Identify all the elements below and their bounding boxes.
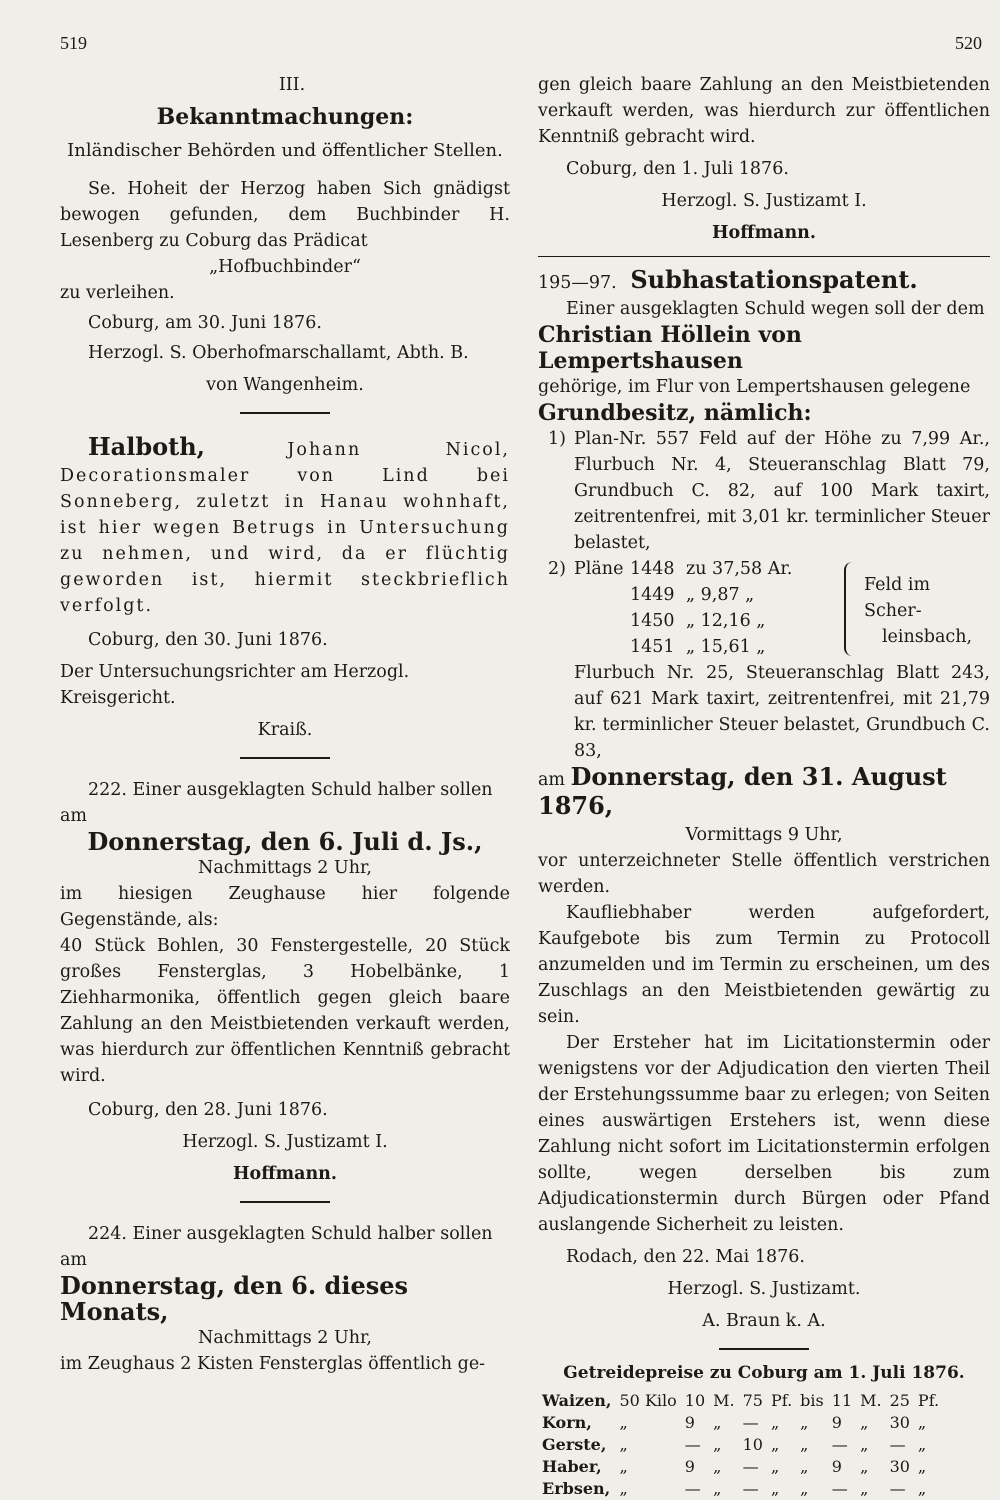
grain-cell: „ xyxy=(619,1435,628,1454)
notice-hofbuchbinder-body: Se. Hoheit der Herzog haben Sich gnädigst bewogen gefunden, dem Buchbinder H. Lesenberg zu Coburg das Prädicat xyxy=(60,179,510,251)
grain-cell: „ xyxy=(713,1457,722,1476)
grain-cell: 25 xyxy=(889,1391,910,1410)
page-number-left: 519 xyxy=(60,33,87,53)
grain-cell: Pf. xyxy=(770,1391,793,1410)
notice-222-signature: Hoffmann. xyxy=(233,1164,337,1184)
grain-cell: bis xyxy=(800,1391,824,1410)
grain-row xyxy=(538,1456,943,1478)
notice-halboth-date: Coburg, den 30. Juni 1876. xyxy=(88,630,328,650)
grain-cell: „ xyxy=(860,1457,869,1476)
patent-time: Vormittags 9 Uhr, xyxy=(685,825,843,845)
grain-name: Waizen, xyxy=(542,1391,612,1410)
plan-number: 1448 xyxy=(630,559,675,579)
grain-cell: 11 xyxy=(831,1391,853,1410)
notice-halboth xyxy=(60,434,510,619)
notice-224-time: Nachmittags 2 Uhr, xyxy=(198,1328,372,1348)
patent-day: Donnerstag, den 31. August 1876, xyxy=(538,762,947,820)
grain-cell: — xyxy=(684,1479,701,1498)
brace-label xyxy=(864,572,990,650)
grain-cell: „ xyxy=(770,1479,780,1498)
right-column xyxy=(538,72,990,1500)
notice-222-time: Nachmittags 2 Uhr, xyxy=(198,858,372,878)
patent-item-2-number: 2) xyxy=(548,559,566,579)
grain-row xyxy=(538,1434,943,1456)
patent-office: Herzogl. S. Justizamt. xyxy=(667,1279,861,1299)
notice-222-body1: im hiesigen Zeughause hier folgende Gegenstände, als: xyxy=(60,884,510,930)
divider xyxy=(240,1201,330,1203)
grain-name: Erbsen, xyxy=(542,1479,611,1498)
notice-halboth-body: Johann Nicol, Decorationsmaler von Lind bei Sonneberg, zuletzt in Hanau wohnhaft, ist hier wegen Betrugs in Untersuchung zu nehmen, und wird, da er flüchtig geworden ist, hiermit steckbrieflich verfolgt. xyxy=(60,440,510,616)
grain-cell: 30 xyxy=(889,1413,910,1432)
grain-cell: — xyxy=(889,1435,906,1454)
plan-value: „ 12,16 „ xyxy=(686,611,766,631)
notice-224-day: Donnerstag, den 6. dieses Monats, xyxy=(60,1271,408,1326)
grain-cell: — xyxy=(742,1457,759,1476)
notice-224-intro: 224. Einer ausgeklagten Schuld halber sollen am xyxy=(60,1224,493,1270)
section-title: Bekanntmachungen: xyxy=(156,104,414,130)
brace-label-line2: leinsbach, xyxy=(881,627,973,647)
notice-222-day: Donnerstag, den 6. Juli d. Js., xyxy=(87,827,483,856)
grain-prices-title: Getreidepreise zu Coburg am 1. Juli 1876. xyxy=(563,1363,965,1383)
grain-cell: 50 Kilo xyxy=(619,1391,677,1410)
grain-cell: „ xyxy=(619,1457,628,1476)
section-subtitle: Inländischer Behörden und öffentlicher Stellen. xyxy=(67,140,503,161)
plan-value: zu 37,58 Ar. xyxy=(686,559,793,579)
brace-label-line1: Feld im Scher- xyxy=(864,575,931,621)
patent-day-line xyxy=(538,764,990,822)
grain-name: Gerste, xyxy=(542,1435,607,1454)
notice-224-date: Coburg, den 1. Juli 1876. xyxy=(566,159,789,179)
patent-date: Rodach, den 22. Mai 1876. xyxy=(566,1247,805,1267)
grain-cell: „ xyxy=(770,1413,780,1432)
grain-prices-table xyxy=(538,1390,943,1500)
grain-cell: „ xyxy=(713,1413,722,1432)
notice-224-continuation: gen gleich baare Zahlung an den Meistbietenden verkauft werden, was hierdurch zur öffentlichen Kenntniß gebracht wird. xyxy=(538,75,990,147)
patent-body2: vor unterzeichneter Stelle öffentlich verstrichen werden. xyxy=(538,851,990,897)
grain-cell: 9 xyxy=(684,1457,695,1476)
plan-lead: Pläne xyxy=(574,559,624,579)
plan-value: „ 9,87 „ xyxy=(686,585,755,605)
grain-cell: — xyxy=(742,1479,759,1498)
notice-222-body2: 40 Stück Bohlen, 30 Fenstergestelle, 20 Stück großes Fensterglas, 3 Hobelbänke, 1 Ziehharmonika, öffentlich gegen gleich baare Zahlung an den Meistbietenden verkauft werden, was hierdurch zur öffentlichen Kenntniß gebracht wird. xyxy=(60,936,510,1086)
notice-224-body: im Zeughaus 2 Kisten Fensterglas öffentlich ge- xyxy=(60,1354,486,1374)
section-number: III. xyxy=(278,75,306,95)
grain-cell: Pf. xyxy=(917,1391,940,1410)
grain-cell: M. xyxy=(860,1391,882,1410)
left-column xyxy=(60,72,510,1377)
plan-number: 1449 xyxy=(630,585,675,605)
notice-hofbuchbinder-title: „Hofbuchbinder“ xyxy=(209,257,361,277)
patent-am: am xyxy=(538,770,566,790)
grain-cell: — xyxy=(684,1435,701,1454)
patent-item-1-text: Plan-Nr. 557 Feld auf der Höhe zu 7,99 Ar., Flurbuch Nr. 4, Steueranschlag Blatt 79, Grundbuch C. 82, auf 100 Mark taxirt, zeitrentenfrei, mit 3,01 kr. terminlicher Steuer belastet, xyxy=(574,429,990,553)
divider xyxy=(240,757,330,759)
grain-name: Korn, xyxy=(542,1413,592,1432)
patent-heading xyxy=(538,267,990,296)
divider xyxy=(719,1348,809,1350)
plan-value: „ 15,61 „ xyxy=(686,637,766,657)
plan-list xyxy=(574,556,990,660)
grain-cell: „ xyxy=(770,1457,780,1476)
grain-cell: „ xyxy=(800,1457,809,1476)
page-number-right: 520 xyxy=(955,33,982,53)
patent-number: 195—97. xyxy=(538,273,617,293)
notice-hofbuchbinder-date: Coburg, am 30. Juni 1876. xyxy=(88,313,322,333)
grain-cell: „ xyxy=(619,1479,628,1498)
grain-cell: 75 xyxy=(742,1391,763,1410)
grain-cell: „ xyxy=(917,1413,927,1432)
notice-224-signature: Hoffmann. xyxy=(712,223,816,243)
notice-hofbuchbinder-tail: zu verleihen. xyxy=(60,283,175,303)
plan-number: 1451 xyxy=(630,637,675,657)
grain-cell: „ xyxy=(619,1413,628,1432)
notice-halboth-office: Der Untersuchungsrichter am Herzogl. Kreisgericht. xyxy=(60,662,410,708)
notice-222-intro: 222. Einer ausgeklagten Schuld halber sollen am xyxy=(60,780,493,826)
patent-intro: Einer ausgeklagten Schuld wegen soll der dem xyxy=(566,299,985,319)
patent-body3: Kaufliebhaber werden aufgefordert, Kaufgebote bis zum Termin zu Protocoll anzumelden und im Termin zu erscheinen, um des Zuschlags an den Meistbietenden gewärtig zu sein. xyxy=(538,903,990,1027)
grain-name: Haber, xyxy=(542,1457,602,1476)
grain-cell: „ xyxy=(800,1479,809,1498)
grain-cell: 9 xyxy=(831,1413,842,1432)
grain-cell: 10 xyxy=(742,1435,763,1454)
patent-grundbesitz: Grundbesitz, nämlich: xyxy=(538,400,812,426)
notice-224-office: Herzogl. S. Justizamt I. xyxy=(661,191,867,211)
brace-mark xyxy=(844,562,852,656)
grain-row xyxy=(538,1412,943,1434)
grain-cell: „ xyxy=(917,1435,927,1454)
patent-body4: Der Ersteher hat im Licitationstermin oder wenigstens vor der Adjudication den vierten Theil der Erstehungssumme baar zu erlegen; von Seiten eines auswärtigen Erstehers ist, wenn diese Zahlung nicht sofort im Licitationstermin erfolgen sollte, wegen derselben bis zum Adjudicationstermin durch Bürgen oder Pfand auslangende Sicherheit zu leisten. xyxy=(538,1033,990,1235)
notice-222-office: Herzogl. S. Justizamt I. xyxy=(182,1132,388,1152)
grain-cell: 9 xyxy=(684,1413,695,1432)
grain-cell: 9 xyxy=(831,1457,842,1476)
grain-cell: „ xyxy=(800,1413,809,1432)
notice-222-date: Coburg, den 28. Juni 1876. xyxy=(88,1100,328,1120)
patent-body1: gehörige, im Flur von Lempertshausen gelegene xyxy=(538,377,971,397)
grain-cell: 10 xyxy=(684,1391,706,1410)
grain-cell: „ xyxy=(713,1479,722,1498)
plan-number: 1450 xyxy=(630,611,675,631)
patent-title: Subhastationspatent. xyxy=(630,265,918,294)
grain-cell: „ xyxy=(917,1479,927,1498)
notice-halboth-name: Halboth, xyxy=(88,432,206,461)
grain-cell: „ xyxy=(917,1457,927,1476)
notice-halboth-signature: Kraiß. xyxy=(257,720,313,740)
grain-cell: M. xyxy=(713,1391,735,1410)
grain-cell: „ xyxy=(860,1435,869,1454)
divider xyxy=(240,412,330,414)
patent-signature: A. Braun k. A. xyxy=(702,1311,826,1331)
grain-cell: — xyxy=(831,1435,848,1454)
grain-cell: — xyxy=(889,1479,906,1498)
grain-cell: „ xyxy=(800,1435,809,1454)
grain-cell: „ xyxy=(770,1435,780,1454)
divider xyxy=(538,256,990,257)
notice-hofbuchbinder-office: Herzogl. S. Oberhofmarschallamt, Abth. B. xyxy=(88,343,469,363)
patent-item-1-number: 1) xyxy=(548,429,566,449)
notice-hofbuchbinder-signature: von Wangenheim. xyxy=(206,375,364,395)
patent-names: Christian Höllein von Lempertshausen xyxy=(538,322,802,374)
patent-item-1 xyxy=(548,426,990,556)
grain-cell: „ xyxy=(860,1479,869,1498)
grain-cell: „ xyxy=(713,1435,722,1454)
patent-item-2-tail: Flurbuch Nr. 25, Steueranschlag Blatt 243, auf 621 Mark taxirt, zeitrentenfrei, mit 21,79 kr. terminlicher Steuer belastet, Grundbuch C. 83, xyxy=(574,663,990,761)
grain-row xyxy=(538,1390,943,1412)
grain-cell: „ xyxy=(860,1413,869,1432)
grain-row xyxy=(538,1478,943,1500)
patent-item-2 xyxy=(548,556,990,764)
grain-cell: — xyxy=(742,1413,759,1432)
grain-cell: 30 xyxy=(889,1457,910,1476)
grain-cell: — xyxy=(831,1479,848,1498)
